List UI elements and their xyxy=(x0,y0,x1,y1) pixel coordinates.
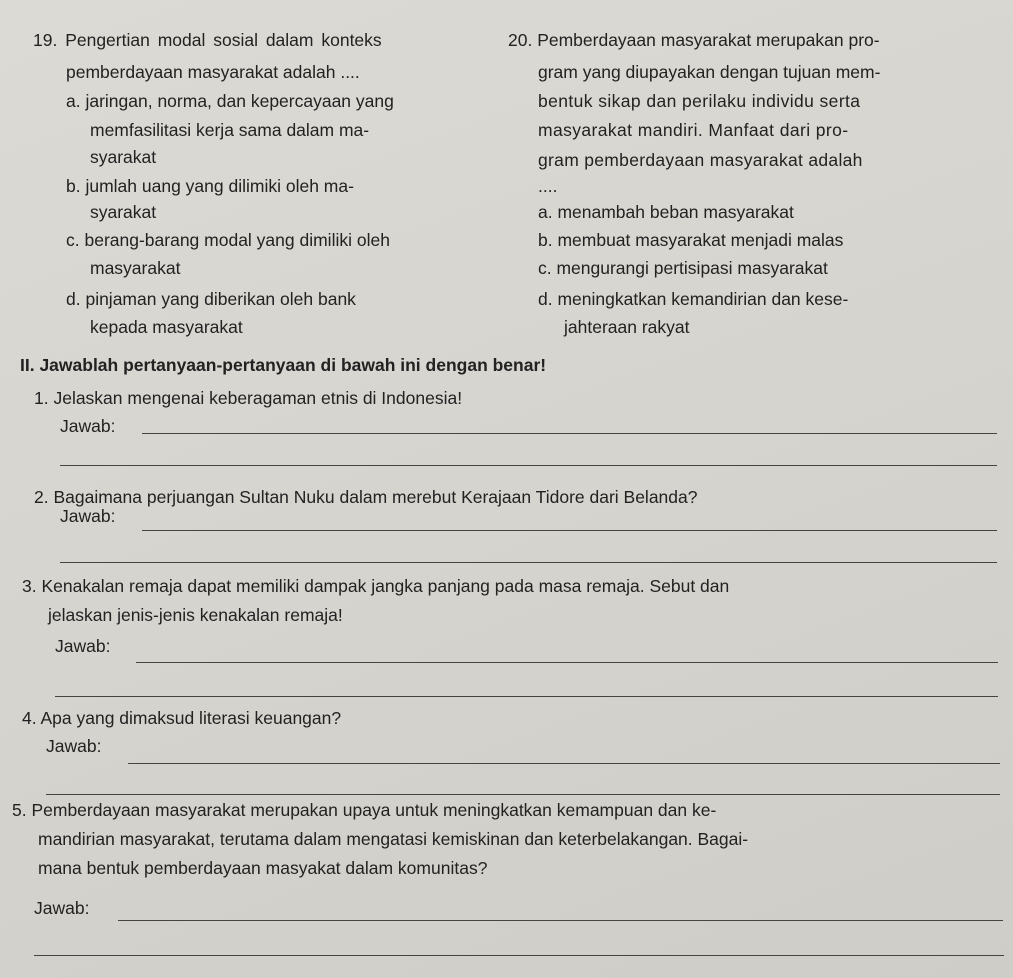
answer-line-2b[interactable] xyxy=(60,562,997,563)
q19-stem-2: pemberdayaan masyarakat adalah .... xyxy=(66,62,360,82)
question-5-2: mandirian masyarakat, terutama dalam mengatasi kemiskinan dan keterbelakangan. Bagai- xyxy=(38,829,749,849)
answer-line-5a[interactable] xyxy=(118,920,1003,921)
section-heading: II. Jawablah pertanyaan-pertanyaan di bawah ini dengan benar! xyxy=(20,355,547,375)
question-5-3: mana bentuk pemberdayaan masyakat dalam komunitas? xyxy=(38,858,488,878)
q19-option-c: c. berang-barang modal yang dimiliki oleh xyxy=(66,230,390,250)
q19-option-a: a. jaringan, norma, dan kepercayaan yang xyxy=(66,91,394,111)
q20-stem-5: gram pemberdayaan masyarakat adalah xyxy=(538,150,863,170)
answer-line-4a[interactable] xyxy=(128,763,1000,764)
question-2: 2. Bagaimana perjuangan Sultan Nuku dalam merebut Kerajaan Tidore dari Belanda? xyxy=(34,487,698,507)
answer-label-2: Jawab: xyxy=(60,506,116,526)
answer-line-3b[interactable] xyxy=(55,696,998,697)
q19-option-c-2: masyarakat xyxy=(90,258,181,278)
answer-line-1a[interactable] xyxy=(142,433,997,434)
question-4: 4. Apa yang dimaksud literasi keuangan? xyxy=(22,708,342,728)
q20-stem-2: gram yang diupayakan dengan tujuan mem- xyxy=(538,62,881,82)
q19-stem-1: 19. Pengertian modal sosial dalam konteks xyxy=(33,30,382,50)
answer-label-4: Jawab: xyxy=(46,736,102,756)
answer-label-5: Jawab: xyxy=(34,898,90,918)
answer-line-4b[interactable] xyxy=(46,794,1000,795)
question-3-2: jelaskan jenis-jenis kenakalan remaja! xyxy=(48,605,343,625)
q20-stem-4: masyarakat mandiri. Manfaat dari pro- xyxy=(538,120,849,140)
answer-line-2a[interactable] xyxy=(142,530,997,531)
q19-option-d-2: kepada masyarakat xyxy=(90,317,243,337)
q20-option-a: a. menambah beban masyarakat xyxy=(538,202,794,222)
q19-option-b: b. jumlah uang yang dilimiki oleh ma- xyxy=(66,176,354,196)
q20-stem-3: bentuk sikap dan perilaku individu serta xyxy=(538,91,861,111)
question-1: 1. Jelaskan mengenai keberagaman etnis di Indonesia! xyxy=(34,388,463,408)
answer-label-3: Jawab: xyxy=(55,636,111,656)
q20-stem-1: 20. Pemberdayaan masyarakat merupakan pro- xyxy=(508,30,880,50)
q19-option-b-2: syarakat xyxy=(90,202,157,222)
q20-option-d: d. meningkatkan kemandirian dan kese- xyxy=(538,289,849,309)
answer-line-1b[interactable] xyxy=(60,465,997,466)
answer-line-3a[interactable] xyxy=(136,662,998,663)
q20-stem-6: .... xyxy=(538,176,558,196)
answer-label-1: Jawab: xyxy=(60,416,116,436)
question-5: 5. Pemberdayaan masyarakat merupakan upaya untuk meningkatkan kemampuan dan ke- xyxy=(12,800,717,820)
q19-option-a-3: syarakat xyxy=(90,147,157,167)
q20-option-d-2: jahteraan rakyat xyxy=(564,317,690,337)
q19-option-a-2: memfasilitasi kerja sama dalam ma- xyxy=(90,120,370,140)
q19-option-d: d. pinjaman yang diberikan oleh bank xyxy=(66,289,356,309)
q20-option-b: b. membuat masyarakat menjadi malas xyxy=(538,230,844,250)
q20-option-c: c. mengurangi pertisipasi masyarakat xyxy=(538,258,828,278)
question-3: 3. Kenakalan remaja dapat memiliki dampak jangka panjang pada masa remaja. Sebut dan xyxy=(22,576,730,596)
answer-line-5b[interactable] xyxy=(34,955,1004,956)
